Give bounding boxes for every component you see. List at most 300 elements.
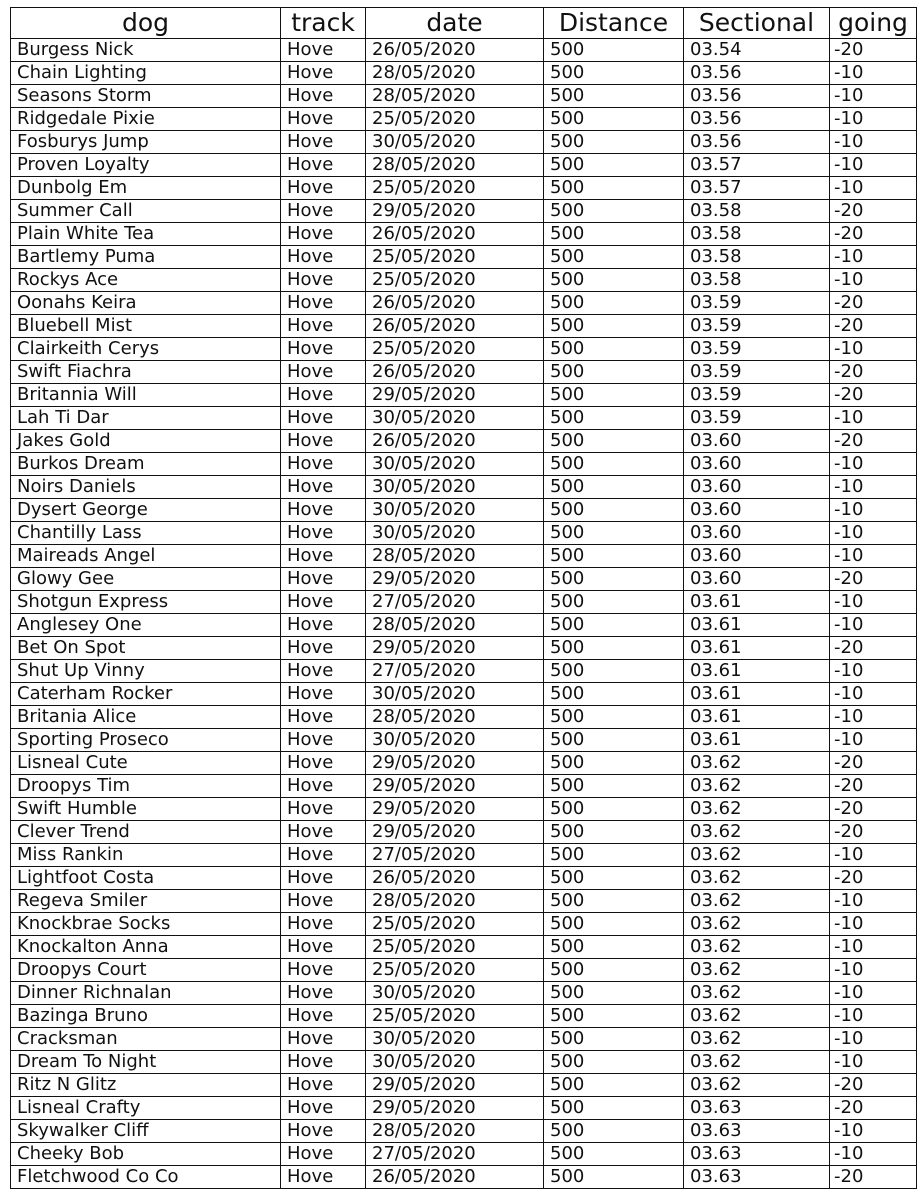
going-cell: -10 [830,1005,917,1028]
going-cell: -10 [830,982,917,1005]
track-cell: Hove [281,453,366,476]
going-cell: -20 [830,568,917,591]
dog-cell: Britannia Will [11,384,281,407]
going-cell: -20 [830,1097,917,1120]
going-cell: -10 [830,913,917,936]
dog-cell: Clairkeith Cerys [11,338,281,361]
going-cell: -20 [830,315,917,338]
going-cell: -10 [830,246,917,269]
sectional-cell: 03.60 [684,522,830,545]
going-cell: -10 [830,453,917,476]
track-cell: Hove [281,591,366,614]
distance-cell: 500 [544,407,684,430]
distance-cell: 500 [544,798,684,821]
track-cell: Hove [281,407,366,430]
table-row [11,844,917,867]
results-sheet [10,7,916,1189]
date-cell: 26/05/2020 [366,292,544,315]
sectional-cell: 03.54 [684,39,830,62]
sectional-cell: 03.63 [684,1143,830,1166]
dog-cell: Fosburys Jump [11,131,281,154]
table-row [11,1166,917,1189]
dog-cell: Knockbrae Socks [11,913,281,936]
going-cell: -10 [830,1120,917,1143]
sectional-cell: 03.62 [684,1051,830,1074]
table-row [11,821,917,844]
track-cell: Hove [281,246,366,269]
track-cell: Hove [281,315,366,338]
sectional-cell: 03.60 [684,476,830,499]
dog-cell: Anglesey One [11,614,281,637]
date-cell: 29/05/2020 [366,568,544,591]
date-cell: 25/05/2020 [366,177,544,200]
sectional-cell: 03.56 [684,62,830,85]
date-cell: 28/05/2020 [366,154,544,177]
dog-cell: Chain Lighting [11,62,281,85]
distance-cell: 500 [544,1143,684,1166]
track-cell: Hove [281,959,366,982]
track-cell: Hove [281,1166,366,1189]
table-row [11,108,917,131]
dog-cell: Knockalton Anna [11,936,281,959]
track-cell: Hove [281,775,366,798]
dog-cell: Rockys Ace [11,269,281,292]
dog-cell: Jakes Gold [11,430,281,453]
date-cell: 28/05/2020 [366,545,544,568]
track-cell: Hove [281,637,366,660]
going-cell: -10 [830,476,917,499]
sectional-cell: 03.62 [684,1074,830,1097]
going-cell: -10 [830,131,917,154]
sectional-cell: 03.59 [684,338,830,361]
track-cell: Hove [281,660,366,683]
going-cell: -10 [830,62,917,85]
going-cell: -20 [830,867,917,890]
going-cell: -10 [830,890,917,913]
track-cell: Hove [281,39,366,62]
dog-cell: Oonahs Keira [11,292,281,315]
distance-cell: 500 [544,614,684,637]
track-cell: Hove [281,85,366,108]
sectional-cell: 03.62 [684,752,830,775]
date-cell: 28/05/2020 [366,706,544,729]
date-cell: 29/05/2020 [366,821,544,844]
date-cell: 26/05/2020 [366,1166,544,1189]
going-cell: -10 [830,269,917,292]
date-cell: 26/05/2020 [366,315,544,338]
track-cell: Hove [281,108,366,131]
sectional-cell: 03.62 [684,775,830,798]
table-row [11,430,917,453]
distance-cell: 500 [544,1005,684,1028]
track-cell: Hove [281,430,366,453]
distance-cell: 500 [544,85,684,108]
going-cell: -10 [830,1143,917,1166]
date-cell: 27/05/2020 [366,1143,544,1166]
track-cell: Hove [281,890,366,913]
distance-cell: 500 [544,959,684,982]
track-cell: Hove [281,476,366,499]
date-cell: 25/05/2020 [366,959,544,982]
table-row [11,154,917,177]
distance-cell: 500 [544,867,684,890]
going-cell: -20 [830,200,917,223]
table-row [11,131,917,154]
distance-cell: 500 [544,568,684,591]
sectional-times-table [10,7,917,1189]
sectional-cell: 03.62 [684,867,830,890]
dog-cell: Lisneal Crafty [11,1097,281,1120]
dog-cell: Fletchwood Co Co [11,1166,281,1189]
dog-cell: Lisneal Cute [11,752,281,775]
table-row [11,591,917,614]
date-cell: 26/05/2020 [366,223,544,246]
distance-cell: 500 [544,706,684,729]
date-cell: 29/05/2020 [366,200,544,223]
track-cell: Hove [281,154,366,177]
distance-cell: 500 [544,430,684,453]
distance-cell: 500 [544,1166,684,1189]
date-cell: 30/05/2020 [366,1051,544,1074]
sectional-cell: 03.58 [684,223,830,246]
dog-cell: Cheeky Bob [11,1143,281,1166]
track-cell: Hove [281,499,366,522]
going-cell: -10 [830,85,917,108]
distance-cell: 500 [544,775,684,798]
dog-cell: Maireads Angel [11,545,281,568]
distance-cell: 500 [544,844,684,867]
dog-cell: Dysert George [11,499,281,522]
table-row [11,683,917,706]
dog-cell: Clever Trend [11,821,281,844]
sectional-cell: 03.63 [684,1120,830,1143]
going-cell: -10 [830,522,917,545]
going-cell: -20 [830,361,917,384]
going-cell: -10 [830,177,917,200]
distance-cell: 500 [544,154,684,177]
dog-cell: Miss Rankin [11,844,281,867]
table-row [11,568,917,591]
distance-cell: 500 [544,683,684,706]
distance-cell: 500 [544,499,684,522]
sectional-cell: 03.58 [684,246,830,269]
sectional-cell: 03.62 [684,936,830,959]
distance-cell: 500 [544,545,684,568]
table-row [11,407,917,430]
table-row [11,1097,917,1120]
distance-cell: 500 [544,200,684,223]
track-cell: Hove [281,729,366,752]
going-cell: -10 [830,591,917,614]
sectional-cell: 03.56 [684,131,830,154]
track-cell: Hove [281,683,366,706]
distance-cell: 500 [544,384,684,407]
table-row [11,775,917,798]
track-cell: Hove [281,1120,366,1143]
date-cell: 25/05/2020 [366,246,544,269]
dog-cell: Bluebell Mist [11,315,281,338]
track-cell: Hove [281,1097,366,1120]
distance-cell: 500 [544,453,684,476]
dog-cell: Dinner Richnalan [11,982,281,1005]
distance-cell: 500 [544,729,684,752]
track-cell: Hove [281,1005,366,1028]
distance-cell: 500 [544,338,684,361]
going-cell: -20 [830,637,917,660]
going-cell: -20 [830,430,917,453]
sectional-cell: 03.63 [684,1097,830,1120]
dog-cell: Summer Call [11,200,281,223]
distance-cell: 500 [544,890,684,913]
table-row [11,200,917,223]
track-cell: Hove [281,706,366,729]
dog-cell: Bet On Spot [11,637,281,660]
sectional-cell: 03.59 [684,407,830,430]
sectional-cell: 03.62 [684,913,830,936]
sectional-cell: 03.62 [684,982,830,1005]
dog-cell: Regeva Smiler [11,890,281,913]
distance-cell: 500 [544,821,684,844]
date-cell: 30/05/2020 [366,729,544,752]
table-row [11,269,917,292]
table-row [11,798,917,821]
sectional-cell: 03.60 [684,499,830,522]
sectional-cell: 03.59 [684,384,830,407]
table-row [11,1028,917,1051]
track-cell: Hove [281,1051,366,1074]
dog-cell: Chantilly Lass [11,522,281,545]
date-cell: 30/05/2020 [366,453,544,476]
dog-cell: Shotgun Express [11,591,281,614]
dog-cell: Proven Loyalty [11,154,281,177]
track-cell: Hove [281,62,366,85]
going-cell: -10 [830,338,917,361]
table-row [11,315,917,338]
date-cell: 25/05/2020 [366,338,544,361]
table-row [11,936,917,959]
dog-cell: Ritz N Glitz [11,1074,281,1097]
date-cell: 30/05/2020 [366,407,544,430]
going-cell: -10 [830,844,917,867]
distance-cell: 500 [544,591,684,614]
date-cell: 25/05/2020 [366,108,544,131]
date-cell: 29/05/2020 [366,775,544,798]
sectional-cell: 03.56 [684,108,830,131]
table-row [11,752,917,775]
table-body [11,39,917,1189]
track-cell: Hove [281,384,366,407]
track-cell: Hove [281,752,366,775]
sectional-cell: 03.60 [684,545,830,568]
going-cell: -20 [830,39,917,62]
dog-cell: Shut Up Vinny [11,660,281,683]
date-cell: 28/05/2020 [366,85,544,108]
date-cell: 25/05/2020 [366,913,544,936]
dog-cell: Burkos Dream [11,453,281,476]
distance-cell: 500 [544,131,684,154]
table-row [11,729,917,752]
track-cell: Hove [281,798,366,821]
going-cell: -10 [830,614,917,637]
table-row [11,246,917,269]
table-row [11,39,917,62]
column-header-going: going [830,8,917,39]
track-cell: Hove [281,269,366,292]
table-row [11,890,917,913]
date-cell: 29/05/2020 [366,637,544,660]
sectional-cell: 03.61 [684,614,830,637]
distance-cell: 500 [544,1074,684,1097]
table-row [11,867,917,890]
sectional-cell: 03.59 [684,292,830,315]
sectional-cell: 03.58 [684,200,830,223]
sectional-cell: 03.60 [684,430,830,453]
dog-cell: Droopys Court [11,959,281,982]
sectional-cell: 03.61 [684,683,830,706]
table-row [11,1143,917,1166]
going-cell: -10 [830,683,917,706]
sectional-cell: 03.62 [684,1005,830,1028]
distance-cell: 500 [544,292,684,315]
table-row [11,338,917,361]
track-cell: Hove [281,867,366,890]
date-cell: 27/05/2020 [366,660,544,683]
track-cell: Hove [281,338,366,361]
date-cell: 26/05/2020 [366,867,544,890]
date-cell: 27/05/2020 [366,591,544,614]
distance-cell: 500 [544,39,684,62]
sectional-cell: 03.60 [684,453,830,476]
track-cell: Hove [281,844,366,867]
date-cell: 29/05/2020 [366,1074,544,1097]
distance-cell: 500 [544,660,684,683]
table-row [11,614,917,637]
going-cell: -10 [830,545,917,568]
date-cell: 30/05/2020 [366,522,544,545]
table-row [11,522,917,545]
dog-cell: Swift Fiachra [11,361,281,384]
going-cell: -10 [830,660,917,683]
dog-cell: Noirs Daniels [11,476,281,499]
dog-cell: Skywalker Cliff [11,1120,281,1143]
sectional-cell: 03.63 [684,1166,830,1189]
table-row [11,1074,917,1097]
distance-cell: 500 [544,1097,684,1120]
going-cell: -20 [830,752,917,775]
going-cell: -10 [830,108,917,131]
date-cell: 30/05/2020 [366,1028,544,1051]
date-cell: 29/05/2020 [366,1097,544,1120]
dog-cell: Dunbolg Em [11,177,281,200]
sectional-cell: 03.62 [684,959,830,982]
table-row [11,706,917,729]
sectional-cell: 03.62 [684,798,830,821]
sectional-cell: 03.61 [684,706,830,729]
dog-cell: Plain White Tea [11,223,281,246]
going-cell: -20 [830,1074,917,1097]
table-row [11,1051,917,1074]
date-cell: 28/05/2020 [366,1120,544,1143]
going-cell: -10 [830,407,917,430]
dog-cell: Droopys Tim [11,775,281,798]
date-cell: 30/05/2020 [366,982,544,1005]
date-cell: 26/05/2020 [366,39,544,62]
track-cell: Hove [281,223,366,246]
table-row [11,361,917,384]
dog-cell: Ridgedale Pixie [11,108,281,131]
sectional-cell: 03.62 [684,844,830,867]
sectional-cell: 03.61 [684,591,830,614]
dog-cell: Swift Humble [11,798,281,821]
table-row [11,292,917,315]
track-cell: Hove [281,1074,366,1097]
date-cell: 29/05/2020 [366,752,544,775]
table-row [11,499,917,522]
table-row [11,177,917,200]
going-cell: -10 [830,706,917,729]
date-cell: 28/05/2020 [366,890,544,913]
dog-cell: Sporting Proseco [11,729,281,752]
distance-cell: 500 [544,62,684,85]
dog-cell: Bartlemy Puma [11,246,281,269]
going-cell: -20 [830,223,917,246]
going-cell: -20 [830,1166,917,1189]
track-cell: Hove [281,1028,366,1051]
distance-cell: 500 [544,1051,684,1074]
track-cell: Hove [281,361,366,384]
sectional-cell: 03.59 [684,361,830,384]
going-cell: -10 [830,1051,917,1074]
table-row [11,453,917,476]
going-cell: -10 [830,499,917,522]
going-cell: -20 [830,384,917,407]
dog-cell: Glowy Gee [11,568,281,591]
track-cell: Hove [281,614,366,637]
track-cell: Hove [281,1143,366,1166]
date-cell: 30/05/2020 [366,476,544,499]
track-cell: Hove [281,913,366,936]
distance-cell: 500 [544,913,684,936]
track-cell: Hove [281,522,366,545]
table-row [11,85,917,108]
sectional-cell: 03.62 [684,1028,830,1051]
date-cell: 30/05/2020 [366,499,544,522]
table-row [11,637,917,660]
table-row [11,62,917,85]
distance-cell: 500 [544,476,684,499]
table-row [11,223,917,246]
sectional-cell: 03.61 [684,729,830,752]
dog-cell: Lah Ti Dar [11,407,281,430]
track-cell: Hove [281,200,366,223]
dog-cell: Cracksman [11,1028,281,1051]
date-cell: 29/05/2020 [366,798,544,821]
date-cell: 26/05/2020 [366,361,544,384]
track-cell: Hove [281,545,366,568]
sectional-cell: 03.61 [684,637,830,660]
distance-cell: 500 [544,223,684,246]
going-cell: -20 [830,798,917,821]
distance-cell: 500 [544,361,684,384]
date-cell: 30/05/2020 [366,131,544,154]
sectional-cell: 03.60 [684,568,830,591]
sectional-cell: 03.56 [684,85,830,108]
sectional-cell: 03.61 [684,660,830,683]
date-cell: 27/05/2020 [366,844,544,867]
distance-cell: 500 [544,269,684,292]
track-cell: Hove [281,821,366,844]
going-cell: -10 [830,729,917,752]
